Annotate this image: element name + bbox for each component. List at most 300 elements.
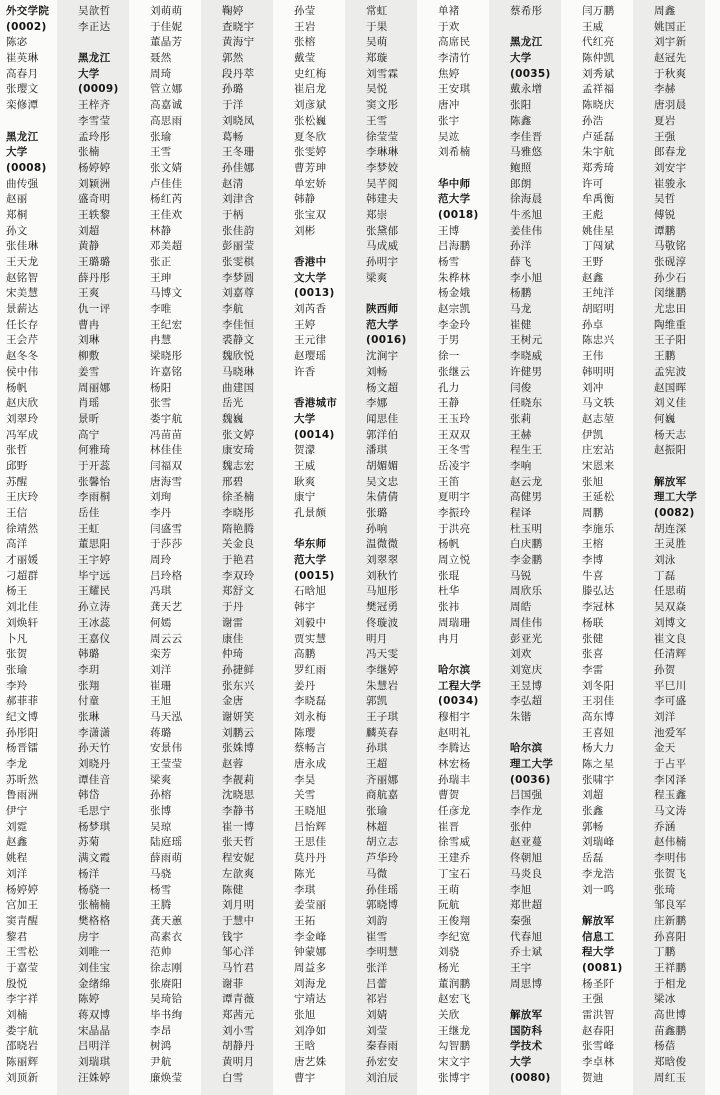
university-name: 程大学 xyxy=(582,946,615,959)
person-name: 王威 xyxy=(294,459,316,472)
person-name: 李纪宽 xyxy=(438,930,471,943)
person-name: 池爱军 xyxy=(654,726,687,739)
blank-line xyxy=(582,898,652,914)
person-name: 于占平 xyxy=(654,758,687,770)
person-name: 刘欢 xyxy=(510,648,532,661)
person-name: 孙洋 xyxy=(510,240,532,253)
person-name: 李宇祥 xyxy=(6,993,39,1006)
person-name: 孙宏安 xyxy=(366,1056,399,1069)
person-name: 孙莹 xyxy=(294,5,316,17)
person-name: 高嘉诚 xyxy=(150,99,183,112)
person-name: 于柄 xyxy=(222,208,244,221)
person-name: 曹冉 xyxy=(78,318,100,331)
name-column-2 xyxy=(78,4,148,1086)
person-name: 张黛郁 xyxy=(366,224,399,237)
person-name: 李小旭 xyxy=(510,271,543,284)
person-name: 李静书 xyxy=(222,805,255,818)
person-name: 高春月 xyxy=(6,67,39,80)
person-name: 何巍 xyxy=(654,412,676,425)
person-name: 蔡希彤 xyxy=(510,5,543,17)
university-name: 陕西师 xyxy=(366,303,399,316)
person-name: 岳磊 xyxy=(582,852,604,865)
university-name: 范大学 xyxy=(438,193,471,206)
person-name: 王嘉仪 xyxy=(78,632,111,645)
blank-line xyxy=(294,239,364,255)
person-name: 傅锐 xyxy=(654,208,676,221)
person-name: 王纯洋 xyxy=(582,287,615,300)
person-name: 胡立志 xyxy=(366,836,399,849)
person-name: 陈鑫 xyxy=(510,114,532,127)
person-name: 韩建夫 xyxy=(366,193,399,206)
person-name: 孙浩 xyxy=(582,114,604,127)
person-name: 郭然 xyxy=(222,52,244,65)
person-name: 于欢 xyxy=(438,20,460,33)
person-name: 王鹏 xyxy=(654,350,676,363)
person-name: 谭鹏 xyxy=(654,224,676,237)
person-name: 郑桐 xyxy=(6,208,28,221)
person-name: 赵鑫 xyxy=(582,271,604,284)
person-name: 姜丹 xyxy=(294,679,316,692)
person-name: 岳佳 xyxy=(78,507,100,519)
person-name: 王佳欢 xyxy=(150,208,183,221)
person-name: 刘秋竹 xyxy=(366,569,399,582)
person-name: 刘希楠 xyxy=(438,146,471,159)
person-name: 苗鑫鹏 xyxy=(654,1024,687,1037)
person-name: 王灵胜 xyxy=(654,538,687,551)
person-name: 李琳琳 xyxy=(366,146,399,159)
person-name: 周琦 xyxy=(150,67,172,80)
person-name: 吴竑 xyxy=(438,130,460,143)
person-name: 赵庆欣 xyxy=(6,397,39,410)
person-name: 陶维重 xyxy=(654,318,687,331)
person-name: 孙文 xyxy=(6,224,28,237)
person-name: 杨鹏 xyxy=(510,287,532,300)
person-name: 李旭 xyxy=(510,883,532,896)
person-name: 周思博 xyxy=(510,977,543,990)
person-name: 殷悦 xyxy=(6,977,28,990)
person-name: 石晗旭 xyxy=(294,585,327,598)
university-name: 文大学 xyxy=(294,271,327,284)
person-name: 焦婷 xyxy=(438,67,460,80)
university-code: (0009) xyxy=(78,83,119,96)
person-name: 邵晓岩 xyxy=(6,1040,39,1053)
person-name: 付童 xyxy=(78,695,100,708)
person-name: 程玉鑫 xyxy=(654,789,687,802)
university-code: (0002) xyxy=(6,20,47,33)
person-name: 张哲 xyxy=(6,444,28,457)
person-name: 林宏杨 xyxy=(438,758,471,770)
person-name: 刘北佳 xyxy=(6,601,39,614)
person-name: 刘顶新 xyxy=(6,1071,39,1084)
person-name: 高世博 xyxy=(654,1009,687,1021)
name-column-3 xyxy=(150,4,220,1086)
person-name: 娄宇航 xyxy=(150,412,183,425)
person-name: 杨联 xyxy=(582,616,604,629)
person-name: 王旭 xyxy=(150,695,172,708)
person-name: 赵丽 xyxy=(6,193,28,206)
person-name: 高席民 xyxy=(438,36,471,49)
person-name: 代红亮 xyxy=(582,36,615,49)
person-name: 冉月 xyxy=(438,632,460,645)
person-name: 潘琪 xyxy=(366,444,388,457)
person-name: 杨王 xyxy=(6,585,28,598)
person-name: 唐海雪 xyxy=(150,475,183,488)
person-name: 郭凯 xyxy=(366,695,388,708)
person-name: 韩宇 xyxy=(294,601,316,614)
person-name: 马骁 xyxy=(150,867,172,880)
person-name: 张佳琳 xyxy=(6,240,39,253)
person-name: 刘津含 xyxy=(222,193,255,206)
person-name: 刘冲 xyxy=(582,381,604,394)
person-name: 高东博 xyxy=(582,710,615,723)
person-name: 张继云 xyxy=(438,365,471,378)
person-name: 张雯棋 xyxy=(222,256,255,268)
person-name: 徐莹莹 xyxy=(366,130,399,143)
person-name: 徐雪威 xyxy=(438,836,471,849)
blank-line xyxy=(366,286,436,302)
person-name: 高鹏 xyxy=(294,648,316,661)
person-name: 郑世超 xyxy=(510,899,543,912)
person-name: 郑璇 xyxy=(366,52,388,65)
person-name: 魏欣悦 xyxy=(222,350,255,363)
person-name: 王冰蕊 xyxy=(78,616,111,629)
person-name: 景薪达 xyxy=(6,303,39,316)
person-name: 许香 xyxy=(294,365,316,378)
person-name: 赵鑫 xyxy=(6,836,28,849)
person-name: 刘楠 xyxy=(6,1009,28,1021)
blank-line xyxy=(294,522,364,538)
person-name: 牛喜 xyxy=(582,569,604,582)
person-name: 孙响 xyxy=(366,522,388,535)
person-name: 刘宽庆 xyxy=(510,663,543,676)
person-name: 刘安宇 xyxy=(654,161,687,174)
person-name: 伊凯 xyxy=(582,428,604,441)
person-name: 刘超 xyxy=(78,224,100,237)
person-name: 孟祥福 xyxy=(582,83,615,96)
person-name: 邹良军 xyxy=(654,899,687,912)
blank-line xyxy=(510,992,580,1008)
person-name: 麟英春 xyxy=(366,726,399,739)
person-name: 张榕 xyxy=(294,36,316,49)
person-name: 于秋爽 xyxy=(654,67,687,80)
person-name: 任彦龙 xyxy=(438,805,471,818)
person-name: 房宇 xyxy=(78,930,100,943)
university-code: (0082) xyxy=(654,507,695,519)
person-name: 李卓林 xyxy=(582,1056,615,1069)
person-name: 孙琪 xyxy=(366,742,388,755)
person-name: 何雅琦 xyxy=(78,444,111,457)
person-name: 郎朗 xyxy=(510,177,532,190)
person-name: 孙佳瑶 xyxy=(366,883,399,896)
person-name: 吴哲 xyxy=(654,193,676,206)
person-name: 明月 xyxy=(366,632,388,645)
university-code: (0034) xyxy=(438,695,479,708)
person-name: 崔健 xyxy=(510,318,532,331)
person-name: 董思阳 xyxy=(78,538,111,551)
person-name: 窦青醒 xyxy=(6,914,39,927)
person-name: 马炎良 xyxy=(510,867,543,880)
person-name: 陈晓庆 xyxy=(582,99,615,112)
person-name: 曲传强 xyxy=(6,177,39,190)
person-name: 闵继鹏 xyxy=(654,287,687,300)
person-name: 杨洋 xyxy=(78,867,100,880)
person-name: 谢妍笑 xyxy=(222,710,255,723)
person-name: 马天泓 xyxy=(150,710,183,723)
person-name: 李佳恒 xyxy=(222,318,255,331)
person-name: 孙立涛 xyxy=(78,601,111,614)
person-name: 祁岩 xyxy=(366,993,388,1006)
person-name: 郑崇 xyxy=(366,208,388,221)
person-name: 谭佳音 xyxy=(78,773,111,786)
person-name: 张翔 xyxy=(78,679,100,692)
person-name: 李娜 xyxy=(366,397,388,410)
person-name: 王雪松 xyxy=(6,946,39,959)
person-name: 孔力 xyxy=(438,381,460,394)
person-name: 王轶黎 xyxy=(78,208,111,221)
person-name: 张文婧 xyxy=(150,161,183,174)
person-name: 任思萌 xyxy=(654,585,687,598)
person-name: 于果 xyxy=(366,20,388,33)
person-name: 刘琳 xyxy=(78,334,100,347)
person-name: 王宇婷 xyxy=(78,554,111,567)
person-name: 张琳 xyxy=(78,710,100,723)
name-column-5 xyxy=(294,4,364,1086)
person-name: 任长存 xyxy=(6,318,39,331)
person-name: 刘彬 xyxy=(294,224,316,237)
person-name: 周瑞珊 xyxy=(438,616,471,629)
person-name: 岳凌宇 xyxy=(438,459,471,472)
person-name: 鲁雨洲 xyxy=(6,789,39,802)
person-name: 周益多 xyxy=(294,961,327,974)
person-name: 贺濛 xyxy=(294,444,316,457)
person-name: 张楠楠 xyxy=(78,899,111,912)
person-name: 刘芮香 xyxy=(294,303,327,316)
person-name: 杨雪 xyxy=(438,256,460,268)
person-name: 赵亚蔓 xyxy=(510,836,543,849)
person-name: 冉慧 xyxy=(150,334,172,347)
blank-line xyxy=(294,381,364,397)
person-name: 许嘉铭 xyxy=(150,365,183,378)
person-name: 陈仲凯 xyxy=(582,52,615,65)
person-name: 刘泊辰 xyxy=(366,1071,399,1084)
person-name: 崔珊 xyxy=(150,679,172,692)
person-name: 郑秀琦 xyxy=(582,161,615,174)
person-name: 闫万鹏 xyxy=(582,5,615,17)
person-name: 苏菊 xyxy=(78,836,100,849)
person-name: 耿爽 xyxy=(294,475,316,488)
person-name: 魏巍 xyxy=(222,412,244,425)
person-name: 周丽娜 xyxy=(78,381,111,394)
person-name: 陈丽辉 xyxy=(6,1056,39,1069)
person-name: 孙卓 xyxy=(582,318,604,331)
person-name: 陈光 xyxy=(294,867,316,880)
person-name: 王庆玲 xyxy=(6,491,39,504)
person-name: 张正 xyxy=(150,256,172,268)
person-name: 张天哲 xyxy=(222,836,255,849)
person-name: 姚程 xyxy=(6,852,28,865)
person-name: 王强 xyxy=(582,993,604,1006)
person-name: 王昱博 xyxy=(510,679,543,692)
person-name: 吴芊阅 xyxy=(366,177,399,190)
person-name: 孙捷鲜 xyxy=(222,663,255,676)
person-name: 韩明明 xyxy=(582,365,615,378)
person-name: 朱桦林 xyxy=(438,271,471,284)
person-name: 宋美慧 xyxy=(6,287,39,300)
person-name: 黎君 xyxy=(6,930,28,943)
person-name: 牟禹衡 xyxy=(582,193,615,206)
person-name: 吴悦 xyxy=(366,83,388,96)
person-name: 郭洋伯 xyxy=(366,428,399,441)
person-name: 满文霞 xyxy=(78,852,111,865)
person-name: 程安妮 xyxy=(222,852,255,865)
person-name: 刘畅 xyxy=(366,365,388,378)
person-name: 徐圣楠 xyxy=(222,491,255,504)
person-name: 代春旭 xyxy=(510,930,543,943)
person-name: 唐永成 xyxy=(294,758,327,770)
person-name: 吴歆哲 xyxy=(78,5,111,17)
person-name: 张莉 xyxy=(510,412,532,425)
university-name: 哈尔滨 xyxy=(438,663,471,676)
person-name: 刘小雪 xyxy=(222,1024,255,1037)
person-name: 李佳晋 xyxy=(510,130,543,143)
person-name: 王双双 xyxy=(438,428,471,441)
person-name: 刘月明 xyxy=(222,899,255,912)
person-name: 杨帆 xyxy=(6,381,28,394)
person-name: 唐冲 xyxy=(438,99,460,112)
person-name: 孙明宇 xyxy=(366,256,399,268)
university-name: 黑龙江 xyxy=(510,36,543,49)
university-name: 大学 xyxy=(510,1056,532,1069)
person-name: 王元律 xyxy=(294,334,327,347)
person-name: 吴双焱 xyxy=(654,601,687,614)
person-name: 陈健 xyxy=(222,883,244,896)
person-name: 聂然 xyxy=(150,52,172,65)
person-name: 梁爽 xyxy=(366,271,388,284)
person-name: 吴琦铪 xyxy=(150,993,183,1006)
person-name: 吕玲格 xyxy=(150,569,183,582)
person-name: 刘颖洲 xyxy=(78,177,111,190)
person-name: 滕弘达 xyxy=(582,585,615,598)
person-name: 莫丹丹 xyxy=(294,852,327,865)
person-name: 朱倩倩 xyxy=(366,491,399,504)
person-name: 樊格格 xyxy=(78,914,111,927)
person-name: 张璐 xyxy=(366,507,388,519)
person-name: 王纪宏 xyxy=(150,318,183,331)
person-name: 侯中伟 xyxy=(6,365,39,378)
person-name: 刘秀斌 xyxy=(582,67,615,80)
person-name: 李航 xyxy=(222,303,244,316)
person-name: 马雅悠 xyxy=(510,146,543,159)
person-name: 林佳佳 xyxy=(150,444,183,457)
person-name: 廉焕莹 xyxy=(150,1071,183,1084)
person-name: 王安琪 xyxy=(438,83,471,96)
person-name: 陈忠兴 xyxy=(582,334,615,347)
person-name: 刘晓凤 xyxy=(222,114,255,127)
person-name: 赵冠先 xyxy=(654,52,687,65)
university-code: (0081) xyxy=(582,961,623,974)
university-code: (0018) xyxy=(438,208,479,221)
person-name: 杨帆 xyxy=(438,538,460,551)
person-name: 梁冰 xyxy=(654,993,676,1006)
person-name: 刘萌萌 xyxy=(150,5,183,17)
person-name: 高思雨 xyxy=(150,114,183,127)
person-name: 胡静丹 xyxy=(222,1040,255,1053)
person-name: 周鑫 xyxy=(654,5,676,17)
person-name: 张琦 xyxy=(654,883,676,896)
person-name: 栾芳 xyxy=(150,648,172,661)
person-name: 盛奇明 xyxy=(78,193,111,206)
person-name: 单褚 xyxy=(438,5,460,17)
person-name: 王玉玲 xyxy=(438,412,471,425)
person-name: 孙天竹 xyxy=(78,742,111,755)
person-name: 张雪峰 xyxy=(582,1040,615,1053)
person-name: 陆庭瑶 xyxy=(150,836,183,849)
person-name: 刘毅中 xyxy=(294,616,327,629)
person-name: 王天龙 xyxy=(6,256,39,268)
person-name: 穆相宇 xyxy=(438,710,471,723)
person-name: 王信 xyxy=(6,507,28,519)
person-name: 陈之星 xyxy=(582,758,615,770)
person-name: 李冠林 xyxy=(582,601,615,614)
person-name: 王威 xyxy=(582,20,604,33)
person-name: 王延松 xyxy=(582,491,615,504)
person-name: 查晓宇 xyxy=(222,20,255,33)
person-name: 王梓齐 xyxy=(78,99,111,112)
person-name: 岳光 xyxy=(222,397,244,410)
person-name: 李琪 xyxy=(294,883,316,896)
person-name: 刘泳 xyxy=(654,554,676,567)
person-name: 李昂 xyxy=(150,1024,172,1037)
person-name: 周皓 xyxy=(510,601,532,614)
person-name: 夏冬欣 xyxy=(294,130,327,143)
person-name: 崔启龙 xyxy=(294,83,327,96)
person-name: 张啸宇 xyxy=(582,773,615,786)
person-name: 刘洋 xyxy=(654,710,676,723)
person-name: 刘唯一 xyxy=(78,946,111,959)
person-name: 汪姝婷 xyxy=(78,1071,111,1084)
person-name: 赵璎瑶 xyxy=(294,350,327,363)
person-name: 王羽佳 xyxy=(582,695,615,708)
university-name: 理工大学 xyxy=(510,758,554,770)
person-name: 李雷 xyxy=(582,663,604,676)
university-name: 理工大学 xyxy=(654,491,698,504)
person-name: 刘焕轩 xyxy=(6,616,39,629)
person-name: 李金玲 xyxy=(438,318,471,331)
person-name: 李丹 xyxy=(150,507,172,519)
person-name: 李正达 xyxy=(78,20,111,33)
person-name: 姜莹丽 xyxy=(294,899,327,912)
person-name: 张雪 xyxy=(150,397,172,410)
person-name: 王静 xyxy=(438,397,460,410)
person-name: 才丽媛 xyxy=(6,554,39,567)
university-name: 黑龙江 xyxy=(6,130,39,143)
person-name: 刘婧 xyxy=(366,1009,388,1021)
person-name: 陈婷 xyxy=(78,993,100,1006)
person-name: 左歆爽 xyxy=(222,867,255,880)
person-name: 赵国晖 xyxy=(654,381,687,394)
person-name: 高健男 xyxy=(510,491,543,504)
person-name: 赵云龙 xyxy=(510,475,543,488)
person-name: 崔英琳 xyxy=(6,52,39,65)
person-name: 赵冬冬 xyxy=(6,350,39,363)
person-name: 邹心洋 xyxy=(222,946,255,959)
person-name: 史红梅 xyxy=(294,67,327,80)
person-name: 苏醒 xyxy=(6,475,28,488)
person-name: 黄静 xyxy=(78,240,100,253)
person-name: 王超 xyxy=(366,758,388,770)
person-name: 王萌 xyxy=(438,883,460,896)
university-name: 华中师 xyxy=(438,177,471,190)
